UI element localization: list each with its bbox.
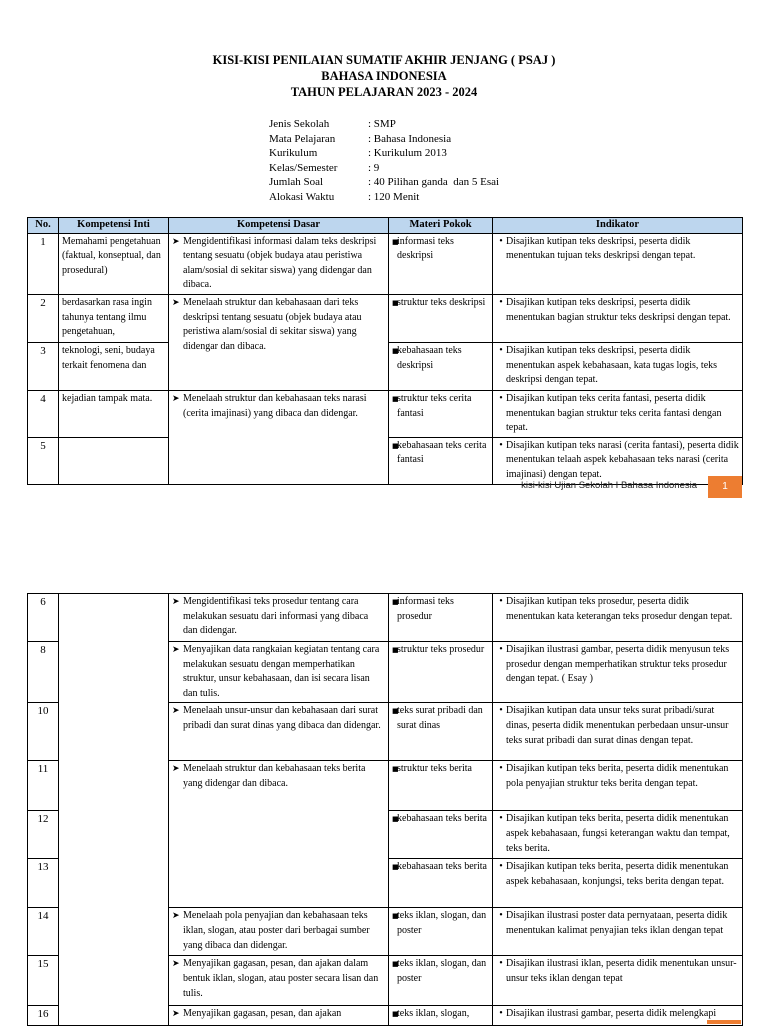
kompetensi-inti-cell	[59, 594, 169, 1026]
kompetensi-dasar-text: Mengidentifikasi informasi dalam teks deskripsi tentang sesuatu (objek budaya atau peristiwa alam/sosial di sekitar siswa) yang didengar dan dibaca.	[183, 235, 377, 291]
arrow-bullet-icon: ➤	[172, 959, 180, 970]
materi-pokok-cell	[389, 233, 493, 294]
indikator-text: Disajikan kutipan teks deskripsi, peserta didik menentukan bagian struktur teks deskripsi dengan tepat.	[506, 296, 731, 323]
meta-value: : 9	[368, 161, 380, 174]
kompetensi-dasar-text: Menyajikan gagasan, pesan, dan ajakan dalam bentuk iklan, slogan, atau poster secara lisan dan tulis.	[183, 958, 379, 999]
meta-row	[269, 132, 499, 147]
meta-row	[269, 146, 499, 161]
kompetensi-dasar-cell	[169, 1006, 389, 1026]
square-bullet-icon: ■	[392, 441, 399, 450]
kompetensi-dasar-text: Menelaah struktur dan kebahasaan teks narasi (cerita imajinasi) yang dibaca dan didengar.	[183, 392, 367, 419]
meta-value: : SMP	[368, 118, 396, 130]
header-indikator: Indikator	[493, 218, 743, 234]
row-number: 12	[28, 811, 59, 859]
indikator-cell	[493, 233, 743, 294]
kompetensi-dasar-text: Menelaah pola penyajian dan kebahasaan teks iklan, slogan, atau poster dari berbagai sumber yang dibaca dan didengar.	[183, 910, 370, 951]
square-bullet-icon: ■	[392, 646, 399, 654]
title-line-2: BAHASA INDONESIA	[321, 69, 447, 83]
row-number: 4	[28, 390, 59, 437]
indikator-text: Disajikan ilustrasi iklan, peserta didik menentukan unsur-unsur teks iklan dengan tepat	[506, 958, 737, 984]
kisi-kisi-table	[27, 217, 743, 485]
materi-pokok-cell	[389, 703, 493, 761]
table-row	[28, 390, 743, 437]
indikator-text: Disajikan kutipan teks prosedur, peserta didik menentukan kata keterangan teks prosedur dengan tepat.	[506, 596, 733, 622]
title-line-3: TAHUN PELAJARAN 2023 - 2024	[290, 85, 478, 99]
kompetensi-inti-cell	[59, 233, 169, 294]
indikator-text: Disajikan kutipan teks narasi (cerita fantasi), peserta didik menentukan telaah aspek kebahasaan teks narasi (cerita imajinasi) dengan tepat.	[506, 439, 739, 480]
indikator-text: Disajikan kutipan data unsur teks surat pribadi/surat dinas, peserta didik menentukan perbedaan unsur-unsur teks surat pribadi dan surat dinas dengan tepat.	[506, 705, 729, 746]
table-header-row	[28, 218, 743, 234]
meta-label: Kelas/Semester	[269, 161, 338, 174]
indikator-text: Disajikan ilustrasi gambar, peserta didik menyusun teks prosedur dengan memperhatikan struktur teks prosedur dengan tepat. ( Esay )	[506, 644, 730, 685]
dot-bullet-icon: •	[499, 1008, 503, 1020]
meta-row	[269, 190, 499, 205]
row-number: 13	[28, 859, 59, 908]
indikator-text: Disajikan kutipan teks berita, peserta didik menentukan aspek kebahasaan, konjungsi, teks berita dengan tepat.	[506, 861, 729, 887]
dot-bullet-icon: •	[499, 813, 503, 825]
indikator-cell	[493, 294, 743, 342]
materi-pokok-text: kebahasaan teks cerita fantasi	[397, 439, 487, 466]
kompetensi-dasar-cell	[169, 703, 389, 761]
document-meta	[269, 117, 499, 205]
kompetensi-dasar-cell	[169, 233, 389, 294]
square-bullet-icon: ■	[392, 298, 399, 307]
indikator-cell	[493, 342, 743, 390]
arrow-bullet-icon: ➤	[172, 706, 180, 717]
dot-bullet-icon: •	[499, 596, 503, 607]
arrow-bullet-icon: ➤	[172, 297, 180, 308]
indikator-cell	[493, 761, 743, 811]
arrow-bullet-icon: ➤	[172, 597, 180, 607]
indikator-cell	[493, 908, 743, 956]
materi-pokok-text: informasi teks deskripsi	[397, 235, 454, 262]
header-materi-pokok: Materi Pokok	[389, 218, 493, 234]
indikator-cell	[493, 956, 743, 1006]
row-number: 1	[28, 233, 59, 294]
square-bullet-icon: ■	[392, 863, 399, 872]
dot-bullet-icon: •	[499, 235, 503, 247]
square-bullet-icon: ■	[392, 912, 399, 921]
meta-value: : Bahasa Indonesia	[368, 132, 452, 145]
dot-bullet-icon: •	[499, 392, 503, 404]
header-kompetensi-dasar: Kompetensi Dasar	[169, 218, 389, 234]
square-bullet-icon: ■	[392, 598, 399, 606]
row-number: 8	[28, 642, 59, 703]
arrow-bullet-icon: ➤	[172, 911, 180, 922]
kompetensi-dasar-cell	[169, 390, 389, 484]
arrow-bullet-icon: ➤	[172, 764, 180, 775]
row-number: 6	[28, 594, 59, 642]
indikator-text: Disajikan kutipan teks deskripsi, peserta didik menentukan aspek kebahasaan, kata tugas logis, teks deskripsi dengan tepat.	[506, 344, 718, 386]
row-number: 10	[28, 703, 59, 761]
dot-bullet-icon: •	[499, 439, 503, 451]
indikator-text: Disajikan kutipan teks berita, peserta didik menentukan aspek kebahasaan, fungsi keterangan waktu dan tempat, teks berita.	[506, 813, 730, 854]
header-no: No.	[28, 218, 59, 234]
kompetensi-dasar-cell	[169, 761, 389, 908]
page-number-badge-partial	[707, 1020, 741, 1024]
kompetensi-dasar-cell	[169, 594, 389, 642]
kompetensi-dasar-text: Mengidentifikasi teks prosedur tentang cara melakukan sesuatu dari informasi yang dibaca dan didengar.	[183, 596, 369, 637]
indikator-text: Disajikan ilustrasi gambar, peserta didik melengkapi	[506, 1008, 717, 1020]
materi-pokok-text: struktur teks deskripsi	[397, 296, 486, 308]
kompetensi-inti-text: berdasarkan rasa ingin tahunya tentang ilmu pengetahuan,	[62, 296, 152, 338]
title-line-1: KISI-KISI PENILAIAN SUMATIF AKHIR JENJANG ( PSAJ )	[212, 53, 556, 67]
square-bullet-icon: ■	[392, 765, 399, 774]
square-bullet-icon: ■	[392, 346, 399, 355]
materi-pokok-cell	[389, 956, 493, 1006]
materi-pokok-text: kebahasaan teks berita	[397, 861, 487, 873]
kompetensi-inti-text: teknologi, seni, budaya terkait fenomena dan	[62, 344, 155, 371]
square-bullet-icon: ■	[392, 1010, 399, 1019]
meta-label: Jumlah Soal	[269, 176, 324, 189]
meta-row	[269, 161, 499, 176]
indikator-cell	[493, 390, 743, 437]
materi-pokok-cell	[389, 1006, 493, 1026]
kompetensi-dasar-cell	[169, 294, 389, 390]
materi-pokok-text: kebahasaan teks berita	[397, 813, 487, 825]
dot-bullet-icon: •	[499, 296, 503, 308]
row-number: 16	[28, 1006, 59, 1026]
materi-pokok-text: teks iklan, slogan, dan poster	[397, 910, 487, 936]
materi-pokok-text: struktur teks prosedur	[397, 644, 485, 655]
kompetensi-dasar-text: Menelaah struktur dan kebahasaan teks berita yang didengar dan dibaca.	[183, 763, 366, 789]
square-bullet-icon: ■	[392, 237, 399, 246]
row-number: 11	[28, 761, 59, 811]
table-row	[28, 594, 743, 642]
meta-label: Kurikulum	[269, 147, 318, 160]
kompetensi-inti-text: kejadian tampak mata.	[62, 392, 153, 404]
arrow-bullet-icon: ➤	[172, 1009, 180, 1020]
header-kompetensi-inti: Kompetensi Inti	[59, 218, 169, 234]
dot-bullet-icon: •	[499, 763, 503, 775]
materi-pokok-text: teks iklan, slogan,	[397, 1008, 470, 1020]
materi-pokok-cell	[389, 908, 493, 956]
document-title	[0, 52, 768, 100]
materi-pokok-cell	[389, 294, 493, 342]
kompetensi-inti-text: Memahami pengetahuan (faktual, konseptual, dan prosedural)	[62, 235, 161, 276]
materi-pokok-cell	[389, 594, 493, 642]
kisi-kisi-table-continued	[27, 593, 743, 1026]
dot-bullet-icon: •	[499, 344, 503, 356]
kompetensi-dasar-text: Menyajikan data rangkaian kegiatan tentang cara melakukan sesuatu dengan memperhatikan struktur, unsur kebahasaan, dan isi secara lisan dan tulis.	[183, 644, 380, 699]
square-bullet-icon: ■	[392, 815, 399, 824]
meta-value: : Kurikulum 2013	[368, 147, 447, 160]
materi-pokok-cell	[389, 761, 493, 811]
kompetensi-inti-cell	[59, 390, 169, 437]
materi-pokok-cell	[389, 859, 493, 908]
materi-pokok-text: informasi teks prosedur	[397, 596, 454, 622]
indikator-text: Disajikan ilustrasi poster data pernyataan, peserta didik menentukan kalimat penyajian teks iklan dengan tepat	[506, 910, 728, 936]
row-number: 5	[28, 437, 59, 484]
materi-pokok-text: kebahasaan teks deskripsi	[397, 344, 462, 371]
indikator-cell	[493, 859, 743, 908]
footer-text: kisi-kisi Ujian Sekolah I Bahasa Indonesia	[521, 480, 697, 491]
row-number: 15	[28, 956, 59, 1006]
indikator-text: Disajikan kutipan teks berita, peserta didik menentukan pola penyajian struktur teks berita dengan tepat.	[506, 763, 729, 789]
kompetensi-dasar-cell	[169, 956, 389, 1006]
indikator-cell	[493, 703, 743, 761]
page-number-badge: 1	[708, 476, 742, 498]
meta-row	[269, 117, 499, 132]
dot-bullet-icon: •	[499, 705, 503, 717]
indikator-cell	[493, 1006, 743, 1026]
materi-pokok-text: struktur teks berita	[397, 763, 472, 775]
dot-bullet-icon: •	[499, 910, 503, 922]
square-bullet-icon: ■	[392, 707, 399, 716]
materi-pokok-text: struktur teks cerita fantasi	[397, 392, 472, 419]
materi-pokok-cell	[389, 390, 493, 437]
kompetensi-dasar-cell	[169, 908, 389, 956]
table-row	[28, 233, 743, 294]
arrow-bullet-icon: ➤	[172, 236, 180, 247]
materi-pokok-cell	[389, 811, 493, 859]
meta-value: : 40 Pilihan ganda dan 5 Esai	[368, 176, 500, 189]
meta-label: Mata Pelajaran	[269, 132, 336, 145]
materi-pokok-text: teks iklan, slogan, dan poster	[397, 958, 487, 984]
indikator-text: Disajikan kutipan teks cerita fantasi, peserta didik menentukan bagian struktur teks cerita fantasi dengan tepat.	[506, 392, 722, 434]
dot-bullet-icon: •	[499, 958, 503, 970]
kompetensi-inti-cell	[59, 294, 169, 342]
row-number: 3	[28, 342, 59, 390]
meta-row	[269, 175, 499, 190]
kompetensi-dasar-text: Menelaah unsur-unsur dan kebahasaan dari surat pribadi dan surat dinas yang dibaca dan didengar.	[183, 705, 381, 731]
kompetensi-dasar-cell	[169, 642, 389, 703]
meta-value: : 120 Menit	[368, 190, 420, 203]
row-number: 2	[28, 294, 59, 342]
indikator-text: Disajikan kutipan teks deskripsi, peserta didik menentukan tujuan teks deskripsi dengan tepat.	[506, 235, 696, 262]
arrow-bullet-icon: ➤	[172, 645, 180, 655]
materi-pokok-cell	[389, 342, 493, 390]
square-bullet-icon: ■	[392, 394, 399, 403]
kompetensi-dasar-text: Menyajikan gagasan, pesan, dan ajakan	[183, 1008, 342, 1020]
materi-pokok-cell	[389, 642, 493, 703]
kompetensi-dasar-text: Menelaah struktur dan kebahasaan dari teks deskripsi tentang sesuatu (objek budaya atau peristiwa alam/sosial di sekitar siswa) yang didengar dan dibaca.	[183, 296, 362, 352]
materi-pokok-text: teks surat pribadi dan surat dinas	[397, 705, 483, 731]
dot-bullet-icon: •	[499, 644, 503, 655]
square-bullet-icon: ■	[392, 960, 399, 969]
arrow-bullet-icon: ➤	[172, 393, 180, 404]
dot-bullet-icon: •	[499, 861, 503, 873]
meta-label: Jenis Sekolah	[269, 118, 330, 130]
kompetensi-inti-cell	[59, 342, 169, 390]
indikator-cell	[493, 811, 743, 859]
indikator-cell	[493, 594, 743, 642]
meta-label: Alokasi Waktu	[269, 190, 335, 203]
row-number: 14	[28, 908, 59, 956]
page-footer	[27, 476, 742, 498]
table-row	[28, 294, 743, 342]
indikator-cell	[493, 642, 743, 703]
